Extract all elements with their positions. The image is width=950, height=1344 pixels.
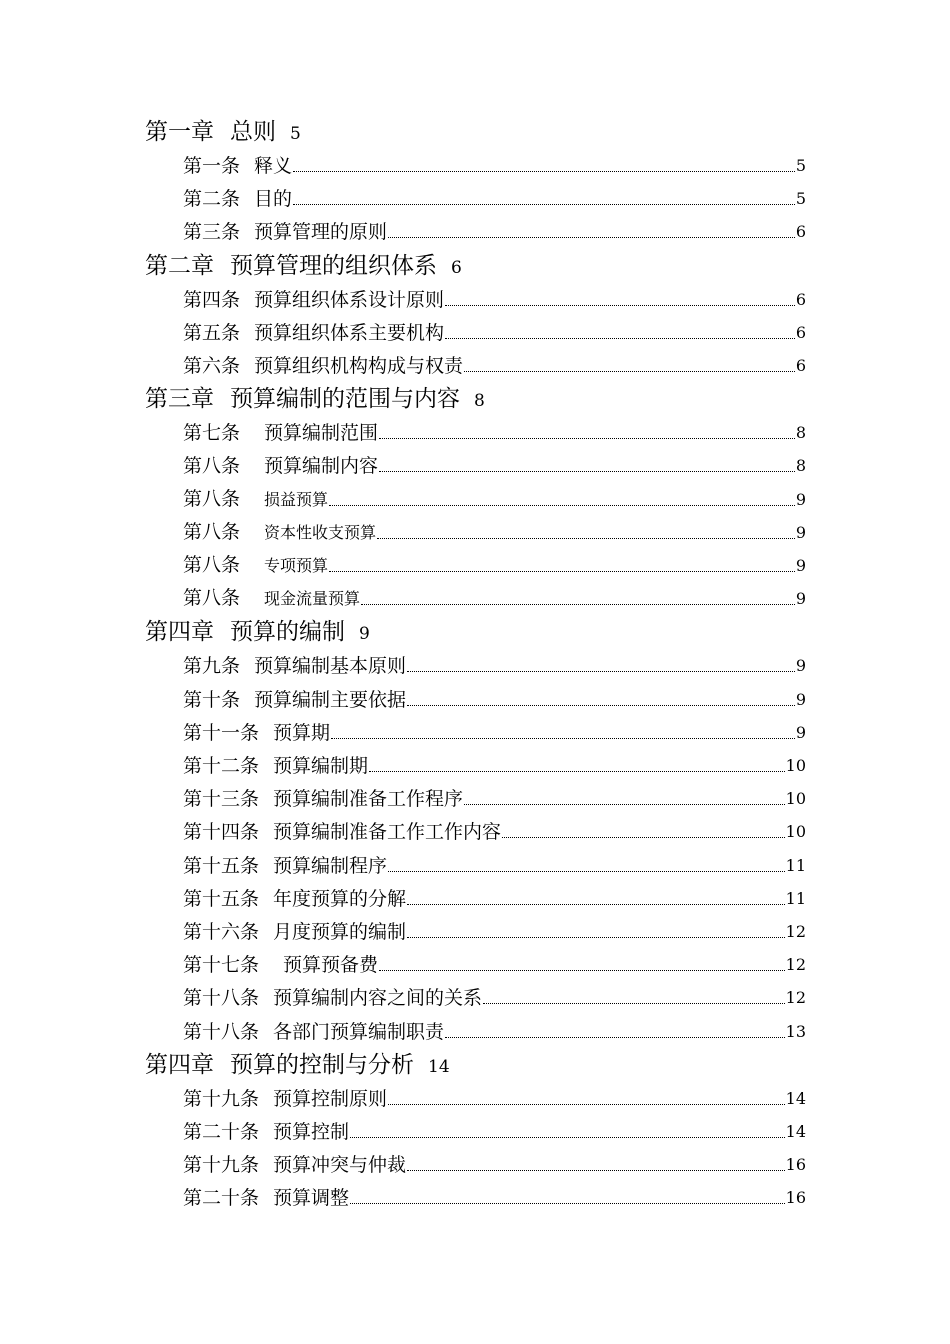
entry-page-number: 9 bbox=[795, 689, 806, 709]
entry-page-number: 13 bbox=[785, 1021, 806, 1041]
entry-page-number: 12 bbox=[785, 955, 806, 975]
entry-page-number: 16 bbox=[785, 1188, 806, 1208]
entry-title: 专项预算 bbox=[264, 556, 329, 575]
dot-leader bbox=[377, 538, 795, 539]
chapter-title: 预算管理的组织体系 bbox=[230, 252, 437, 279]
entry-page-number: 9 bbox=[795, 589, 806, 609]
entry-number: 第十七条 bbox=[183, 954, 260, 977]
entry-label bbox=[183, 186, 292, 212]
toc-entry[interactable] bbox=[183, 149, 806, 179]
toc-entry[interactable] bbox=[183, 215, 806, 245]
dot-leader bbox=[464, 804, 785, 805]
entry-number: 第十六条 bbox=[183, 921, 260, 943]
entry-title: 预算编制期 bbox=[273, 755, 369, 777]
entry-number: 第三条 bbox=[183, 221, 241, 244]
chapter-number: 第三章 bbox=[145, 386, 214, 413]
entry-label bbox=[183, 1086, 387, 1112]
entry-number: 第十条 bbox=[183, 688, 241, 711]
entry-number: 第十三条 bbox=[183, 788, 260, 811]
dot-leader bbox=[445, 338, 795, 339]
entry-page-number: 14 bbox=[785, 1122, 806, 1141]
dot-leader bbox=[483, 1003, 785, 1004]
entry-number: 第八条 bbox=[183, 520, 241, 543]
toc-entry[interactable] bbox=[183, 416, 806, 446]
dot-leader bbox=[379, 970, 785, 971]
entry-number: 第十九条 bbox=[183, 1087, 260, 1110]
entry-label bbox=[183, 919, 406, 945]
chapter-number: 第一章 bbox=[145, 119, 214, 145]
entry-number: 第七条 bbox=[183, 422, 241, 445]
entry-title: 预算编制内容 bbox=[264, 455, 379, 478]
toc-entry[interactable] bbox=[183, 915, 806, 945]
toc-entry[interactable] bbox=[183, 549, 806, 579]
entry-title: 预算预备费 bbox=[283, 954, 379, 977]
entry-label bbox=[183, 552, 328, 579]
dot-leader bbox=[329, 571, 795, 572]
dot-leader bbox=[388, 1104, 785, 1105]
entry-label bbox=[183, 453, 378, 479]
toc-entry[interactable] bbox=[183, 1181, 806, 1211]
entry-label bbox=[183, 952, 378, 978]
entry-label bbox=[183, 653, 406, 679]
entry-label bbox=[183, 786, 463, 812]
dot-leader bbox=[407, 904, 785, 905]
entry-label bbox=[183, 353, 463, 379]
chapter-page-number: 6 bbox=[451, 257, 462, 278]
entry-title: 预算冲突与仲裁 bbox=[273, 1154, 407, 1177]
entry-label bbox=[183, 420, 378, 446]
entry-title: 预算调整 bbox=[273, 1187, 350, 1210]
entry-page-number: 12 bbox=[785, 988, 806, 1008]
entry-label bbox=[183, 1019, 444, 1045]
chapter-page-number: 8 bbox=[474, 391, 485, 412]
chapter-title: 预算的控制与分析 bbox=[230, 1051, 414, 1078]
entry-number: 第五条 bbox=[183, 321, 241, 344]
entry-title: 预算编制程序 bbox=[273, 854, 388, 877]
toc-entry[interactable] bbox=[183, 716, 806, 746]
entry-number: 第二十条 bbox=[183, 1121, 260, 1143]
toc-entry[interactable] bbox=[183, 948, 806, 978]
toc-entry[interactable] bbox=[183, 316, 806, 346]
toc-entry[interactable] bbox=[183, 649, 806, 679]
toc-chapter[interactable] bbox=[145, 615, 370, 649]
dot-leader bbox=[407, 671, 795, 672]
entry-page-number: 14 bbox=[785, 1088, 806, 1108]
entry-label bbox=[183, 585, 360, 612]
dot-leader bbox=[407, 937, 785, 938]
entry-number: 第二十条 bbox=[183, 1187, 260, 1210]
dot-leader bbox=[388, 237, 795, 238]
entry-label bbox=[183, 753, 368, 779]
entry-page-number: 10 bbox=[785, 822, 806, 842]
toc-entry[interactable] bbox=[183, 683, 806, 713]
entry-page-number: 10 bbox=[785, 789, 806, 809]
toc-entry[interactable] bbox=[183, 449, 806, 479]
entry-label bbox=[183, 720, 330, 746]
entry-page-number: 10 bbox=[785, 756, 806, 775]
dot-leader bbox=[293, 204, 795, 205]
toc-entry[interactable] bbox=[183, 516, 806, 546]
entry-number: 第一条 bbox=[183, 155, 241, 177]
entry-page-number: 16 bbox=[785, 1155, 806, 1175]
toc-entry[interactable] bbox=[183, 283, 806, 313]
dot-leader bbox=[350, 1137, 785, 1138]
entry-page-number: 6 bbox=[795, 322, 806, 342]
entry-label bbox=[183, 819, 501, 845]
toc-entry[interactable] bbox=[183, 1148, 806, 1178]
entry-page-number: 5 bbox=[795, 156, 806, 175]
entry-number: 第八条 bbox=[183, 487, 241, 510]
dot-leader bbox=[502, 837, 785, 838]
toc-entry[interactable] bbox=[183, 815, 806, 845]
entry-page-number: 9 bbox=[795, 656, 806, 676]
dot-leader bbox=[369, 771, 785, 772]
dot-leader bbox=[361, 604, 795, 605]
entry-title: 预算编制范围 bbox=[264, 422, 379, 445]
entry-title: 现金流量预算 bbox=[264, 589, 361, 609]
entry-title: 预算编制准备工作程序 bbox=[273, 788, 464, 811]
chapter-page-number: 5 bbox=[290, 124, 301, 144]
entry-page-number: 9 bbox=[795, 556, 806, 575]
dot-leader bbox=[445, 305, 795, 306]
entry-title: 预算控制原则 bbox=[273, 1087, 388, 1110]
dot-leader bbox=[445, 1037, 785, 1038]
dot-leader bbox=[407, 1170, 785, 1171]
entry-page-number: 9 bbox=[795, 722, 806, 742]
toc-entry[interactable] bbox=[183, 981, 806, 1011]
chapter-number: 第四章 bbox=[145, 1051, 214, 1078]
entry-number: 第十五条 bbox=[183, 854, 260, 877]
entry-label bbox=[183, 486, 328, 513]
toc-entry[interactable] bbox=[183, 882, 806, 912]
chapter-title: 预算的编制 bbox=[230, 619, 345, 646]
toc-entry[interactable] bbox=[183, 582, 806, 612]
dot-leader bbox=[379, 438, 795, 439]
toc-entry[interactable] bbox=[183, 782, 806, 812]
toc-chapter[interactable] bbox=[145, 249, 462, 283]
chapter-number: 第四章 bbox=[145, 619, 214, 646]
entry-title: 预算组织体系设计原则 bbox=[254, 288, 445, 311]
toc-entry[interactable] bbox=[183, 1115, 806, 1145]
entry-title: 月度预算的编制 bbox=[273, 921, 407, 943]
entry-title: 各部门预算编制职责 bbox=[273, 1020, 445, 1043]
entry-title: 目的 bbox=[254, 188, 293, 211]
dot-leader bbox=[350, 1203, 785, 1204]
dot-leader bbox=[293, 171, 795, 172]
entry-title: 资本性收支预算 bbox=[264, 522, 377, 542]
chapter-title: 预算编制的范围与内容 bbox=[230, 386, 460, 413]
entry-title: 预算编制内容之间的关系 bbox=[273, 987, 483, 1010]
entry-label bbox=[183, 853, 387, 879]
chapter-number: 第二章 bbox=[145, 252, 214, 279]
entry-page-number: 6 bbox=[795, 289, 806, 309]
entry-page-number: 9 bbox=[795, 489, 806, 509]
entry-label bbox=[183, 153, 292, 179]
entry-label bbox=[183, 886, 406, 912]
entry-number: 第四条 bbox=[183, 288, 241, 311]
toc-entry[interactable] bbox=[183, 483, 806, 513]
chapter-title: 总则 bbox=[230, 119, 276, 145]
entry-label bbox=[183, 1152, 406, 1178]
entry-label bbox=[183, 320, 444, 346]
toc-entry[interactable] bbox=[183, 182, 806, 212]
chapter-page-number: 14 bbox=[428, 1056, 450, 1077]
dot-leader bbox=[331, 738, 795, 739]
entry-number: 第八条 bbox=[183, 455, 241, 478]
entry-label bbox=[183, 985, 482, 1011]
entry-title: 预算控制 bbox=[273, 1121, 350, 1143]
entry-page-number: 11 bbox=[785, 855, 806, 875]
entry-label bbox=[183, 1185, 349, 1211]
entry-label bbox=[183, 1119, 349, 1145]
entry-title: 预算编制主要依据 bbox=[254, 688, 407, 711]
entry-page-number: 6 bbox=[795, 356, 806, 375]
entry-number: 第九条 bbox=[183, 655, 241, 678]
entry-title: 预算期 bbox=[273, 721, 331, 744]
entry-page-number: 9 bbox=[795, 522, 806, 542]
toc-entry[interactable] bbox=[183, 749, 806, 779]
entry-label bbox=[183, 219, 387, 245]
entry-number: 第十四条 bbox=[183, 821, 260, 844]
entry-number: 第十九条 bbox=[183, 1154, 260, 1177]
entry-number: 第八条 bbox=[183, 587, 241, 610]
entry-number: 第十一条 bbox=[183, 721, 260, 744]
entry-page-number: 5 bbox=[795, 189, 806, 209]
entry-title: 预算编制准备工作工作内容 bbox=[273, 821, 502, 844]
toc-entry[interactable] bbox=[183, 1015, 806, 1045]
entry-page-number: 8 bbox=[795, 423, 806, 443]
entry-title: 预算管理的原则 bbox=[254, 221, 388, 244]
entry-page-number: 8 bbox=[795, 456, 806, 476]
toc-chapter[interactable] bbox=[145, 1048, 450, 1082]
dot-leader bbox=[329, 505, 795, 506]
dot-leader bbox=[388, 871, 785, 872]
entry-number: 第十八条 bbox=[183, 1020, 260, 1043]
entry-number: 第八条 bbox=[183, 554, 241, 576]
entry-number: 第六条 bbox=[183, 355, 241, 377]
entry-title: 预算组织体系主要机构 bbox=[254, 321, 445, 344]
dot-leader bbox=[407, 705, 795, 706]
entry-title: 释义 bbox=[254, 155, 293, 177]
dot-leader bbox=[464, 371, 795, 372]
toc-entry[interactable] bbox=[183, 1082, 806, 1112]
entry-number: 第二条 bbox=[183, 188, 241, 211]
toc-chapter[interactable] bbox=[145, 382, 485, 416]
entry-label bbox=[183, 519, 376, 546]
entry-page-number: 12 bbox=[785, 922, 806, 941]
entry-number: 第十五条 bbox=[183, 887, 260, 910]
entry-title: 预算组织机构构成与权责 bbox=[254, 355, 464, 377]
toc-entry[interactable] bbox=[183, 849, 806, 879]
toc-entry[interactable] bbox=[183, 349, 806, 379]
entry-number: 第十八条 bbox=[183, 987, 260, 1010]
entry-page-number: 11 bbox=[785, 888, 806, 908]
entry-label bbox=[183, 687, 406, 713]
entry-page-number: 6 bbox=[795, 222, 806, 242]
entry-title: 损益预算 bbox=[264, 489, 329, 509]
entry-title: 预算编制基本原则 bbox=[254, 655, 407, 678]
chapter-page-number: 9 bbox=[359, 624, 370, 645]
entry-title: 年度预算的分解 bbox=[273, 887, 407, 910]
entry-number: 第十二条 bbox=[183, 755, 260, 777]
entry-label bbox=[183, 287, 444, 313]
toc-chapter[interactable] bbox=[145, 115, 301, 149]
dot-leader bbox=[379, 471, 795, 472]
